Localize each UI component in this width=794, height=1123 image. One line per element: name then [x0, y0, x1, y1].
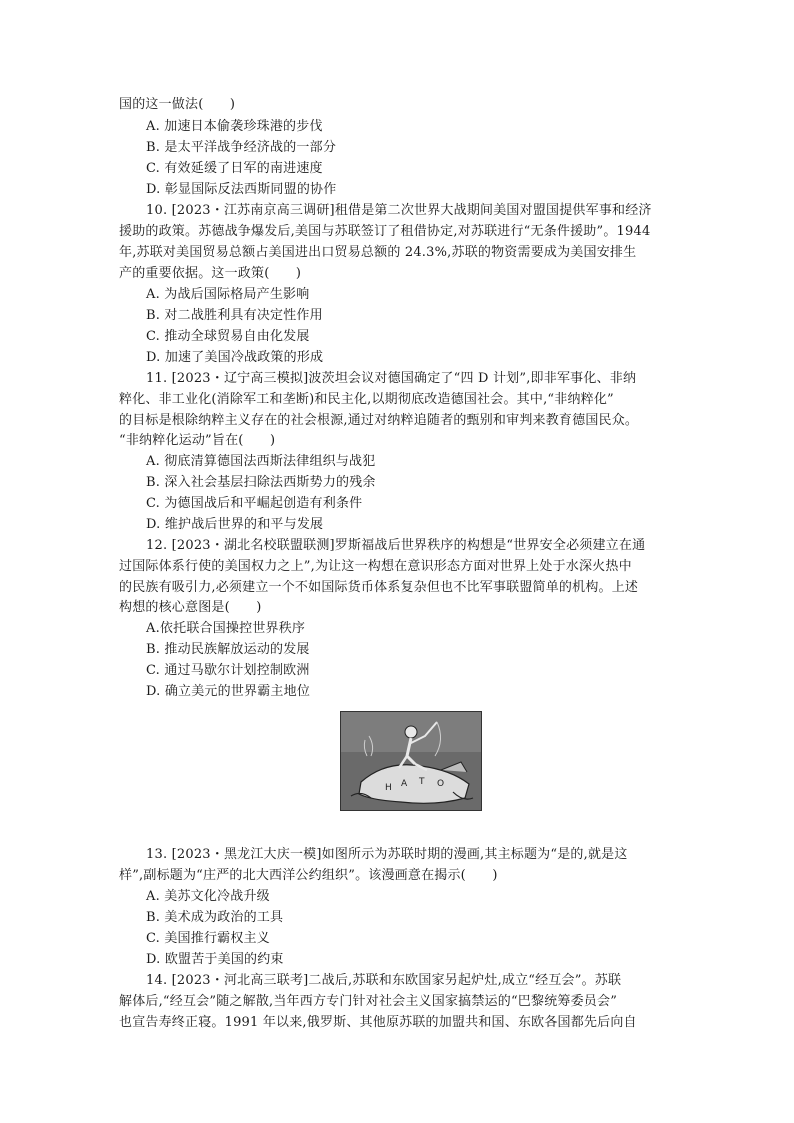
q10-option-b: B. 对二战胜利具有决定性作用 [146, 308, 323, 323]
q13-option-c: C. 美国推行霸权主义 [146, 931, 270, 946]
q10-stem-line-2: 援助的政策。苏德战争爆发后,美国与苏联签订了租借协定,对苏联进行“无条件援助”。1944 [119, 224, 651, 239]
q11-option-d: D. 维护战后世界的和平与发展 [146, 517, 324, 532]
q11-stem-line-3: 的目标是根除纳粹主义存在的社会根源,通过对纳粹追随者的甄别和审判来教育德国民众。 [119, 413, 639, 428]
q10-option-c: C. 推动全球贸易自由化发展 [146, 329, 310, 344]
q10-stem-line-1: 10. [2023・江苏南京高三调研]租借是第二次世界大战期间美国对盟国提供军事和经济 [146, 203, 652, 218]
cartoon-letter: Т [419, 777, 425, 787]
cartoon-letter: Н [385, 783, 392, 793]
nato-cartoon-image [340, 711, 482, 811]
q11-option-a: A. 彻底清算德国法西斯法律组织与战犯 [146, 454, 376, 469]
q13-option-b: B. 美术成为政治的工具 [146, 910, 284, 925]
q13-stem-line-1: 13. [2023・黑龙江大庆一模]如图所示为苏联时期的漫画,其主标题为“是的,就是这 [146, 847, 628, 862]
q12-stem-line-1: 12. [2023・湖北名校联盟联测]罗斯福战后世界秩序的构想是“世界安全必须建立在通 [146, 538, 646, 553]
q12-option-b: B. 推动民族解放运动的发展 [146, 642, 310, 657]
q12-option-c: C. 通过马歇尔计划控制欧洲 [146, 663, 310, 678]
q9-option-c: C. 有效延缓了日军的南进速度 [146, 161, 323, 176]
q9-option-b: B. 是太平洋战争经济战的一部分 [146, 140, 337, 155]
q13-stem-line-2: 样”,副标题为“庄严的北大西洋公约组织”。该漫画意在揭示( ) [119, 868, 498, 883]
q11-stem-line-4: “非纳粹化运动”旨在( ) [119, 433, 276, 448]
q10-stem-line-4: 产的重要依据。这一政策( ) [119, 266, 302, 281]
q10-stem-line-3: 年,苏联对美国贸易总额占美国进出口贸易总额的 24.3%,苏联的物资需要成为美国安排生 [119, 245, 637, 260]
q11-option-b: B. 深入社会基层扫除法西斯势力的残余 [146, 475, 376, 490]
q12-stem-line-4: 构想的核心意图是( ) [119, 600, 262, 615]
q11-stem-line-2: 粹化、非工业化(消除军工和垄断)和民主化,以期彻底改造德国社会。其中,“非纳粹化” [119, 392, 614, 407]
q14-stem-line-1: 14. [2023・河北高三联考]二战后,苏联和东欧国家另起炉灶,成立“经互会”。苏联 [146, 973, 622, 988]
cartoon-drawing [341, 712, 481, 810]
q10-option-a: A. 为战后国际格局产生影响 [146, 287, 310, 302]
q10-option-d: D. 加速了美国冷战政策的形成 [146, 350, 324, 365]
q14-stem-line-2: 解体后,“经互会”随之解散,当年西方专门针对社会主义国家搞禁运的“巴黎统筹委员会” [119, 994, 618, 1009]
cartoon-letter: О [437, 779, 445, 789]
q13-option-a: A. 美苏文化冷战升级 [146, 889, 270, 904]
q9-stem-tail: 国的这一做法( ) [119, 97, 236, 112]
q12-option-a: A.依托联合国操控世界秩序 [146, 621, 306, 636]
q11-stem-line-1: 11. [2023・辽宁高三模拟]波茨坦会议对德国确定了“四 D 计划”,即非军事化、非纳 [146, 371, 637, 386]
q12-stem-line-3: 的民族有吸引力,必须建立一个不如国际货币体系复杂但也不比军事联盟简单的机构。上述 [119, 580, 639, 595]
q9-option-d: D. 彰显国际反法西斯同盟的协作 [146, 182, 337, 197]
q13-option-d: D. 欧盟苦于美国的约束 [146, 952, 284, 967]
cartoon-letter: А [401, 779, 408, 789]
q14-stem-line-3: 也宣告寿终正寝。1991 年以来,俄罗斯、其他原苏联的加盟共和国、东欧各国都先后向自 [119, 1015, 637, 1030]
q12-option-d: D. 确立美元的世界霸主地位 [146, 684, 311, 699]
q11-option-c: C. 为德国战后和平崛起创造有利条件 [146, 496, 363, 511]
q9-option-a: A. 加速日本偷袭珍珠港的步伐 [146, 119, 323, 134]
q12-stem-line-2: 过国际体系行使的美国权力之上”,为让这一构想在意识形态方面对世界上处于水深火热中 [119, 559, 632, 574]
